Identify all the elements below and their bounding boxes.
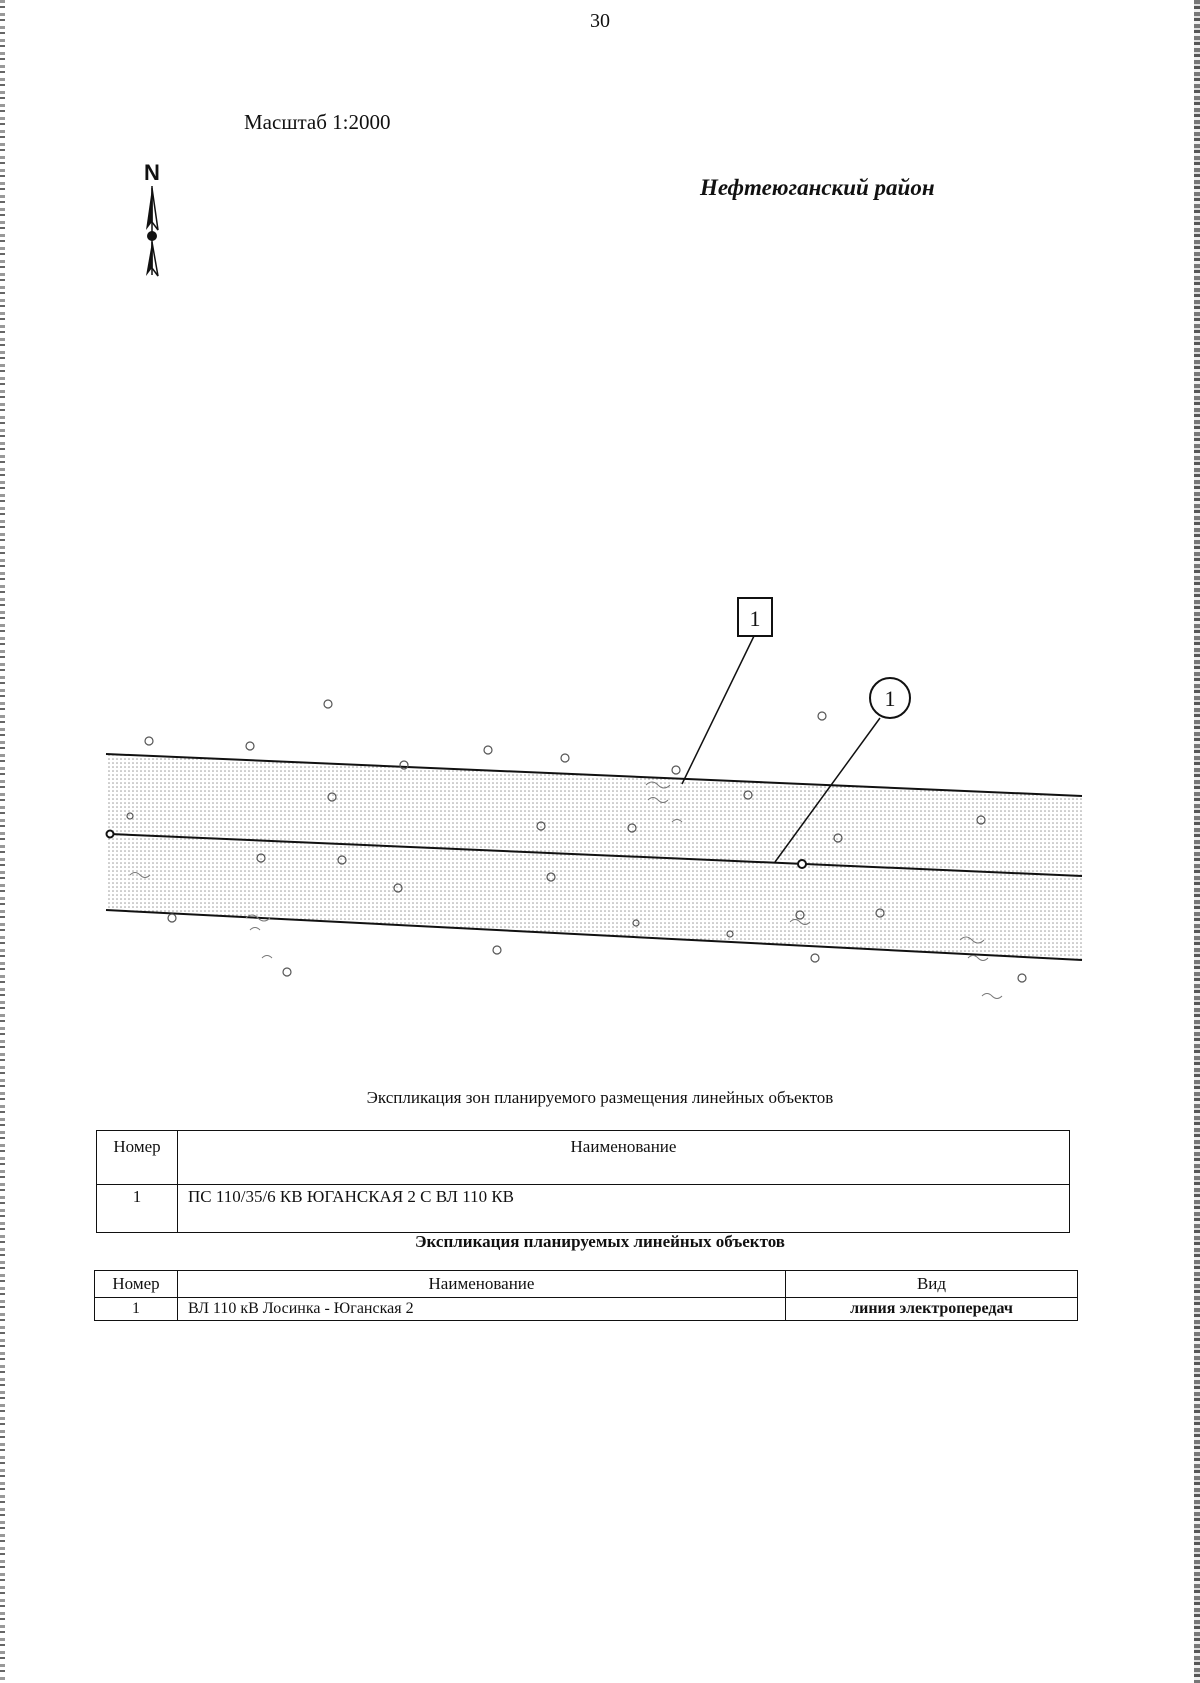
zones-explication-title: Экспликация зон планируемого размещения линейных объектов bbox=[366, 1088, 834, 1107]
zone-callout-leader bbox=[682, 636, 754, 784]
objects-explication-table bbox=[94, 1270, 1078, 1321]
map-drawing bbox=[0, 590, 1200, 1020]
header-number: Номер bbox=[95, 1271, 178, 1298]
table-header-row bbox=[95, 1271, 1078, 1298]
header-number: Номер bbox=[97, 1131, 178, 1185]
scale-label: Масштаб 1:2000 bbox=[244, 110, 391, 134]
north-arrow-icon bbox=[136, 160, 168, 280]
cell-name: ПС 110/35/6 КВ ЮГАНСКАЯ 2 С ВЛ 110 КВ bbox=[178, 1185, 1070, 1233]
table-header-row bbox=[97, 1131, 1070, 1185]
zones-explication-table bbox=[96, 1130, 1070, 1233]
zone-callout-label: 1 bbox=[749, 606, 761, 631]
cell-type: линия электропередач bbox=[786, 1298, 1078, 1321]
object-callout-label: 1 bbox=[884, 686, 896, 711]
header-name: Наименование bbox=[178, 1131, 1070, 1185]
north-letter: N bbox=[144, 160, 160, 185]
table-row bbox=[97, 1185, 1070, 1233]
cell-number: 1 bbox=[97, 1185, 178, 1233]
cell-number: 1 bbox=[95, 1298, 178, 1321]
power-line-node bbox=[107, 831, 114, 838]
page-number: 30 bbox=[590, 10, 610, 32]
district-title: Нефтеюганский район bbox=[700, 175, 935, 200]
objects-explication-title: Экспликация планируемых линейных объектов bbox=[415, 1232, 785, 1251]
cell-name: ВЛ 110 кВ Лосинка - Юганская 2 bbox=[178, 1298, 786, 1321]
table-row bbox=[95, 1298, 1078, 1321]
planned-zone bbox=[106, 754, 1082, 960]
power-line-node bbox=[798, 860, 806, 868]
header-type: Вид bbox=[786, 1271, 1078, 1298]
header-name: Наименование bbox=[178, 1271, 786, 1298]
